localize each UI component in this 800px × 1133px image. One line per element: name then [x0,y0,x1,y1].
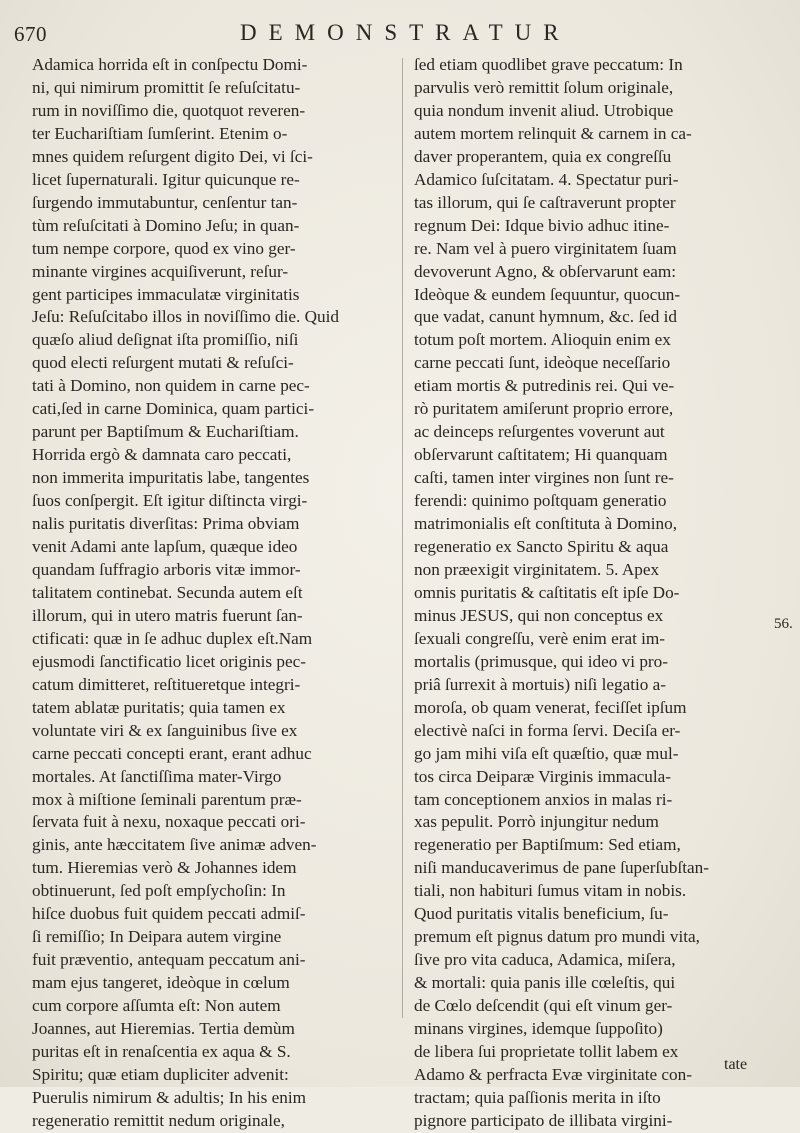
text-line: Adamo & perfracta Evæ virginitate con- [414,1064,692,1084]
text-line: Jeſu: Reſuſcitabo illos in noviſſimo die. Quid [32,307,339,327]
text-line: priâ ſurrexit à mortuis) niſi legatio a- [414,674,667,694]
text-line: minus JESUS, qui non conceptus ex [414,605,664,625]
text-line: quod electi reſurgent mutati & reſuſci- [32,353,294,373]
text-line: regeneratio per Baptiſmum: Sed etiam, [414,835,681,855]
text-line: illorum, qui in utero matris fuerunt ſan- [32,605,303,625]
left-column [32,54,394,1133]
text-line: que vadat, canunt hymnum, &c. ſed id [414,307,677,327]
text-line: xas pepulit. Porrò injungitur nedum [414,812,659,832]
page-header [14,18,790,48]
text-line: mortales. At ſanctiſſima mater-Virgo [32,766,282,786]
text-line: tum nempe corpore, quod ex vino ger- [32,238,296,258]
text-line: obſervarunt caſtitatem; Hi quanquam [414,445,668,465]
text-line: quandam ſuffragio arboris vitæ immor- [32,559,301,579]
text-line: mortalis (primusque, qui ideo vi pro- [414,651,668,671]
text-line: ctificati: quæ in ſe adhuc duplex eſt.Nam [32,628,313,648]
text-line: devoverunt Agno, & obſervarunt eam: [414,261,677,281]
text-line: & mortali: quia panis ille cœleſtis, qui [414,973,676,993]
text-line: re. Nam vel à puero virginitatem ſuam [414,238,677,258]
text-line: regeneratio ex Sancto Spiritu & aqua [414,537,669,557]
text-line: quia nondum invenit aliud. Utrobique [414,100,674,120]
text-line: catum dimitteret, reſtitueretque integri- [32,674,301,694]
column-divider [402,58,403,1018]
text-line: venit Adami ante lapſum, quæque ideo [32,537,298,557]
text-line: mnes quidem reſurgent digito Dei, vi ſci- [32,146,313,166]
text-line: ter Euchariſtiam ſumſerint. Etenim o- [32,123,288,143]
text-line: parunt per Baptiſmum & Euchariſtiam. [32,422,299,442]
text-line: de Cœlo deſcendit (qui eſt vinum ger- [414,996,673,1016]
text-line: Puerulis nimirum & adultis; In his enim [32,1087,307,1107]
text-line: premum eſt pignus datum pro mundi vita, [414,927,700,947]
text-line: ni, qui nimirum promittit ſe reſuſcitatu- [32,77,301,97]
text-line: de libera ſui proprietate tollit labem ex [414,1041,679,1061]
text-line: tùm reſuſcitati à Domino Jeſu; in quan- [32,215,300,235]
text-line: matrimonialis eſt conſtituta à Domino, [414,514,678,534]
text-line: hiſce duobus fuit quidem peccati admiſ- [32,904,306,924]
text-line: parvulis verò remittit ſolum originale, [414,77,674,97]
right-column [414,54,766,1133]
text-line: ac deinceps reſurgentes voverunt aut [414,422,665,442]
text-line: tractam; quia paſſionis merita in iſto [414,1087,661,1107]
text-line: daver properantem, quia ex congreſſu [414,146,672,166]
text-line: Adamico ſuſcitatam. 4. Spectatur puri- [414,169,679,189]
text-line: minans virgines, idemque ſuppoſito) [414,1019,663,1039]
text-line: Adamica horrida eſt in conſpectu Domi- [32,55,308,74]
text-line: non præexigit virginitatem. 5. Apex [414,559,660,579]
text-line: niſi manducaverimus de pane ſuperſubſtan- [414,858,709,878]
text-line: voluntate viri & ex ſanguinibus ſive ex [32,720,298,740]
text-line: electivè naſci in forma ſervi. Deciſa er- [414,720,681,740]
text-line: tos circa Deiparæ Virginis immacula- [414,766,672,786]
text-line: etiam mortis & putredinis rei. Qui ve- [414,376,675,396]
text-line: ejusmodi ſanctificatio licet originis pec- [32,651,306,671]
text-line: omnis puritatis & caſtitatis eſt ipſe Do- [414,582,680,602]
text-line: obtinuerunt, ſed poſt empſychoſin: In [32,881,286,901]
text-line: pignore participato de illibata virgini- [414,1110,673,1130]
text-line: ſexuali congreſſu, verè enim erat im- [414,628,666,648]
text-line: rò puritatem amiſerunt proprio errore, [414,399,674,419]
text-line: Ideòque & eundem ſequuntur, quocun- [414,284,681,304]
text-line: quæſo aliud deſignat iſta promiſſio, niſi [32,330,299,350]
text-line: puritas eſt in renaſcentia ex aqua & S. [32,1041,291,1061]
page-number: 670 [14,22,47,46]
text-line: mam ejus tangeret, ideòque in cœlum [32,973,290,993]
text-line: Joannes, aut Hieremias. Tertia demùm [32,1019,295,1039]
text-line: ſi remiſſio; In Deipara autem virgine [32,927,282,947]
text-line: cum corpore aſſumta eſt: Non autem [32,996,281,1016]
text-line: Horrida ergò & damnata caro peccati, [32,445,292,465]
text-line: licet ſupernaturali. Igitur quicunque re- [32,169,300,189]
text-line: rum in noviſſimo die, quotquot reveren- [32,100,306,120]
text-line: nalis puritatis diverſitas: Prima obviam [32,514,300,534]
text-line: non immerita impuritatis labe, tangentes [32,468,310,488]
text-line: go jam mihi viſa eſt quæſtio, quæ mul- [414,743,679,763]
text-line: mox à miſtione ſeminali parentum præ- [32,789,302,809]
text-line: minante virgines acquiſiverunt, reſur- [32,261,289,281]
text-line: tatem ablatæ puritatis; quia tamen ex [32,697,286,717]
text-line: tati à Domino, non quidem in carne pec- [32,376,310,396]
text-line: regeneratio remittit nedum originale, [32,1110,285,1130]
text-line: talitatem continebat. Secunda autem eſt [32,582,303,602]
text-line: autem mortem relinquit & carnem in ca- [414,123,692,143]
text-line: tum. Hieremias verò & Johannes idem [32,858,297,878]
text-line: tiali, non habituri ſumus vitam in nobis. [414,881,687,901]
text-line: moroſa, ob quam venerat, feciſſet ipſum [414,697,687,717]
text-line: tam conceptionem anxios in malas ri- [414,789,673,809]
text-line: cati,ſed in carne Dominica, quam partici- [32,399,315,419]
text-line: regnum Dei: Idque bivio adhuc itine- [414,215,670,235]
text-line: ſed etiam quodlibet grave peccatum: In [414,55,683,74]
text-line: caſti, tamen inter virgines non ſunt re- [414,468,674,488]
text-line: ſuos conſpergit. Eſt igitur diſtincta virgi- [32,491,308,511]
text-line: carne peccati ſunt, ideòque neceſſario [414,353,671,373]
text-line: totum poſt mortem. Alioquin enim ex [414,330,671,350]
text-line: ſurgendo immutabuntur, cenſentur tan- [32,192,298,212]
text-line: fuit præventio, antequam peccatum ani- [32,950,306,970]
text-line: ferendi: quinimo poſtquam generatio [414,491,667,511]
margin-note: 56. [774,616,793,632]
text-line: tas illorum, qui ſe caſtraverunt propter [414,192,676,212]
text-line: carne peccati concepti erant, erant adhuc [32,743,312,763]
text-line: Spiritu; quæ etiam dupliciter advenit: [32,1064,289,1084]
text-line: Quod puritatis vitalis beneficium, ſu- [414,904,669,924]
text-line: ſive pro vita caduca, Adamica, miſera, [414,950,676,970]
text-line: gent participes immaculatæ virginitatis [32,284,300,304]
running-head: DEMONSTRATUR [240,20,571,45]
catchword: tate [724,1056,748,1073]
text-line: ginis, ante hæccitatem ſive animæ adven- [32,835,317,855]
text-line: ſervata fuit à nexu, noxaque peccati ori- [32,812,306,832]
